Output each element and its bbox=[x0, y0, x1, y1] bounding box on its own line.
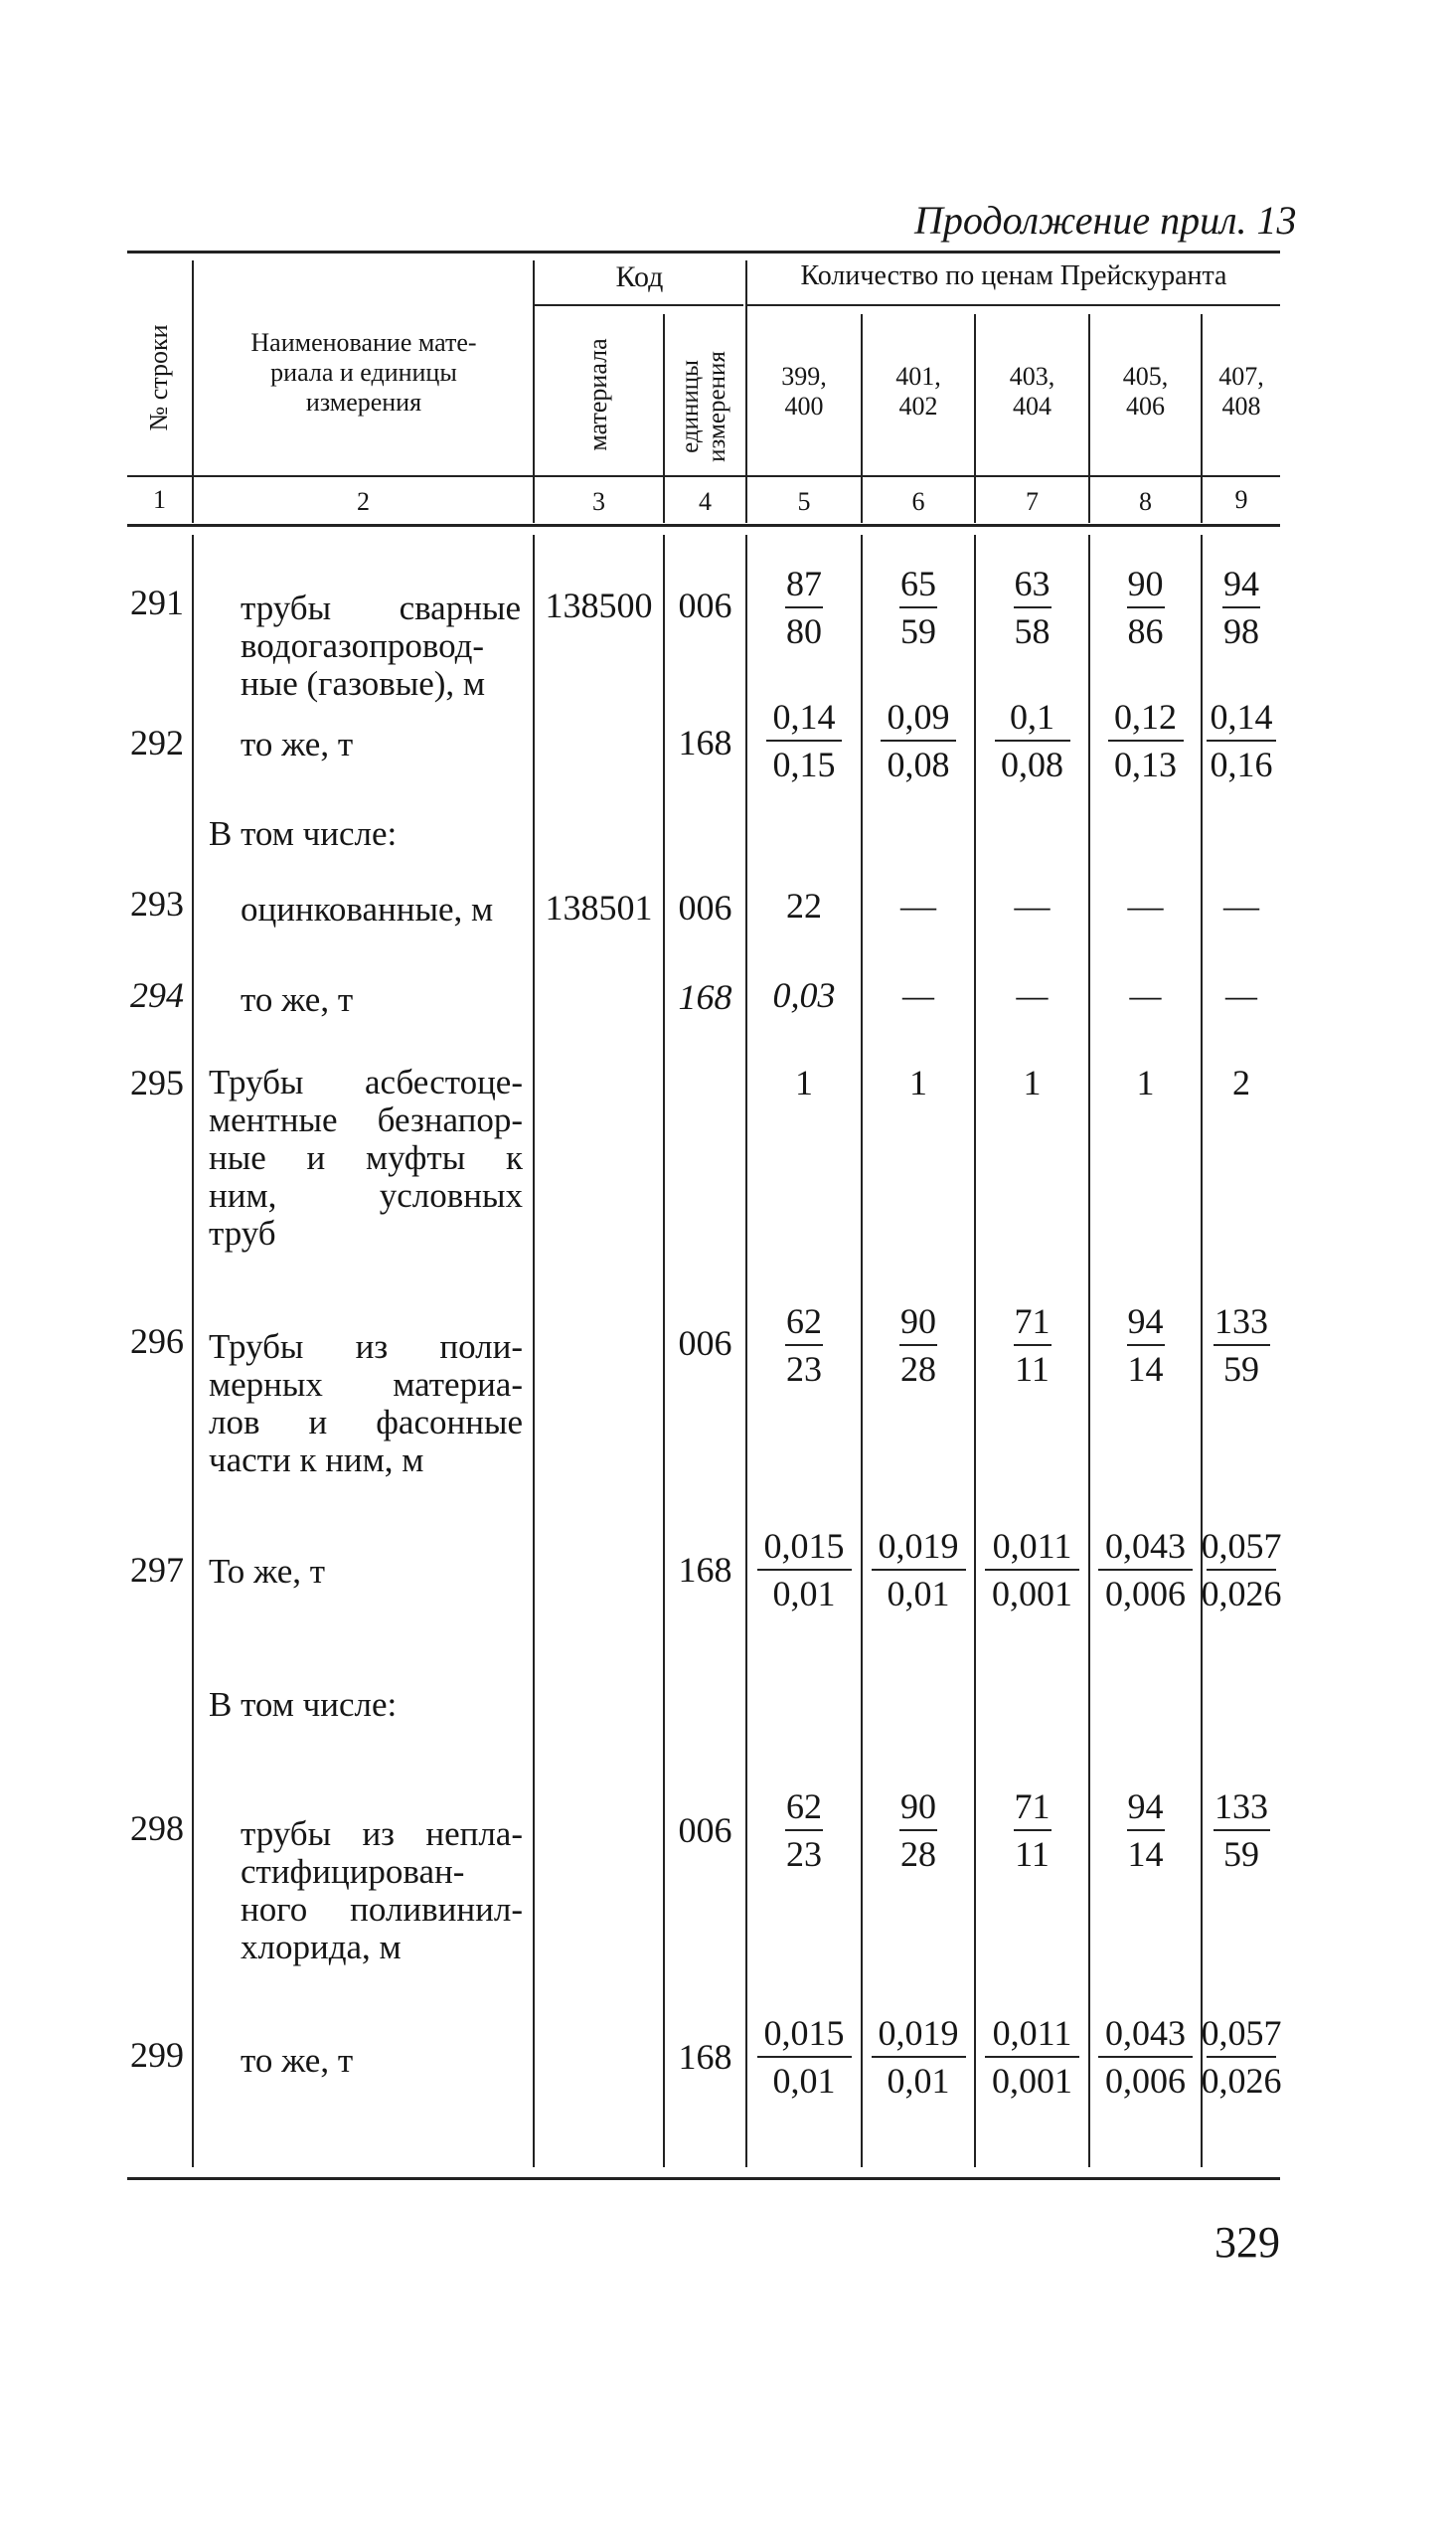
material-code: 138501 bbox=[545, 888, 653, 928]
denominator: 0,026 bbox=[1201, 2061, 1282, 2101]
denominator: 28 bbox=[900, 1349, 936, 1389]
header-name: Наименование мате- риала и единицы измерения bbox=[250, 328, 477, 417]
fraction-value bbox=[976, 1783, 1088, 1877]
numerator: 90 bbox=[900, 1301, 936, 1341]
single-value: 1 bbox=[1023, 1063, 1042, 1102]
numerator: 0,011 bbox=[992, 2013, 1072, 2053]
numerator: 0,09 bbox=[887, 697, 950, 737]
denominator: 58 bbox=[1014, 611, 1051, 651]
material-name: то же, т bbox=[241, 725, 354, 763]
denominator: 14 bbox=[1127, 1349, 1164, 1389]
single-value: 1 bbox=[795, 1063, 813, 1102]
code-group-rule bbox=[534, 304, 743, 306]
fraction-value bbox=[1203, 2010, 1280, 2104]
subgroup-label: В том числе: bbox=[209, 1685, 398, 1724]
numerator: 133 bbox=[1214, 1786, 1268, 1826]
unit-code: 168 bbox=[678, 2037, 732, 2077]
col-number: 6 bbox=[911, 487, 925, 516]
header-divider bbox=[192, 260, 194, 523]
denominator: 86 bbox=[1127, 611, 1164, 651]
unit-code: 168 bbox=[678, 723, 732, 762]
qty-group-rule bbox=[747, 304, 1280, 306]
col-number: 7 bbox=[1026, 487, 1039, 516]
unit-code: 168 bbox=[678, 977, 732, 1017]
fraction-value bbox=[863, 1783, 974, 1877]
denominator: 98 bbox=[1223, 611, 1259, 651]
denominator: 11 bbox=[1015, 1349, 1050, 1389]
denominator: 80 bbox=[786, 611, 822, 651]
single-value: 22 bbox=[786, 886, 822, 926]
denominator: 0,15 bbox=[772, 745, 836, 784]
table-top-rule bbox=[127, 251, 1280, 254]
page-number: 329 bbox=[1214, 2218, 1280, 2267]
material-name: трубы из непла- стифицирован- ного поливинил- хлорида, м bbox=[241, 1814, 523, 1966]
denominator: 0,026 bbox=[1201, 1574, 1282, 1613]
numerator: 62 bbox=[786, 1301, 822, 1341]
fraction-value bbox=[976, 1523, 1088, 1616]
numerator: 133 bbox=[1214, 1301, 1268, 1341]
header-qty-group: Количество по ценам Прейскуранта bbox=[800, 260, 1227, 291]
header-row-no: № строки bbox=[144, 324, 173, 431]
fraction-value bbox=[1203, 1298, 1280, 1392]
denominator: 23 bbox=[786, 1349, 822, 1389]
material-name: то же, т bbox=[241, 2041, 354, 2080]
single-value: — bbox=[1127, 886, 1164, 926]
row-number: 296 bbox=[130, 1321, 184, 1361]
fraction-value bbox=[747, 1783, 861, 1877]
material-name: оцинкованные, м bbox=[241, 890, 494, 929]
col-number: 4 bbox=[699, 487, 712, 516]
single-value: — bbox=[1016, 975, 1049, 1015]
material-name: то же, т bbox=[241, 980, 354, 1019]
row-number: 295 bbox=[130, 1063, 184, 1102]
fraction-value bbox=[1090, 1298, 1201, 1392]
header-price-col: 401, 402 bbox=[895, 362, 941, 421]
row-number: 299 bbox=[130, 2035, 184, 2075]
denominator: 0,08 bbox=[887, 745, 950, 784]
numerator: 71 bbox=[1014, 1786, 1051, 1826]
numerator: 0,043 bbox=[1105, 1526, 1186, 1566]
denominator: 0,01 bbox=[887, 2061, 950, 2101]
single-value: 1 bbox=[909, 1063, 927, 1102]
unit-code: 006 bbox=[678, 1323, 732, 1363]
denominator: 28 bbox=[900, 1834, 936, 1874]
numerator: 0,011 bbox=[992, 1526, 1072, 1566]
colnum-bottom-rule bbox=[127, 524, 1280, 527]
material-name: трубы сварные водогазопровод- ные (газовые), м bbox=[241, 589, 521, 703]
numerator: 63 bbox=[1014, 564, 1051, 603]
material-name: Трубы асбестоце- ментные безнапор- ные и муфты к ним, условных труб bbox=[209, 1063, 523, 1253]
fraction-value bbox=[1090, 561, 1201, 654]
single-value: — bbox=[1014, 886, 1051, 926]
continuation-title: Продолжение прил. 13 bbox=[914, 198, 1297, 243]
fraction-value bbox=[863, 561, 974, 654]
numerator: 0,015 bbox=[763, 2013, 845, 2053]
header-code-unit: единицы измерения bbox=[677, 351, 730, 462]
col-number: 9 bbox=[1234, 485, 1248, 514]
unit-code: 006 bbox=[678, 586, 732, 625]
fraction-value bbox=[1090, 2010, 1201, 2104]
row-number: 292 bbox=[130, 723, 184, 762]
header-price-col: 407, 408 bbox=[1218, 362, 1264, 421]
numerator: 0,057 bbox=[1201, 2013, 1282, 2053]
header-code-material: материала bbox=[583, 338, 612, 451]
subgroup-label: В том числе: bbox=[209, 814, 398, 853]
denominator: 0,006 bbox=[1105, 2061, 1186, 2101]
fraction-value bbox=[976, 694, 1088, 787]
denominator: 0,001 bbox=[992, 1574, 1072, 1613]
fraction-value bbox=[747, 1523, 861, 1616]
material-code: 138500 bbox=[545, 586, 653, 625]
denominator: 23 bbox=[786, 1834, 822, 1874]
single-value: — bbox=[901, 975, 934, 1015]
numerator: 87 bbox=[786, 564, 822, 603]
numerator: 94 bbox=[1223, 564, 1259, 603]
header-price-col: 399, 400 bbox=[781, 362, 827, 421]
denominator: 0,08 bbox=[1001, 745, 1063, 784]
fraction-value bbox=[747, 2010, 861, 2104]
fraction-value bbox=[747, 561, 861, 654]
material-name: То же, т bbox=[209, 1552, 326, 1591]
denominator: 0,01 bbox=[772, 2061, 836, 2101]
single-value: 2 bbox=[1232, 1063, 1250, 1102]
fraction-value bbox=[863, 694, 974, 787]
denominator: 11 bbox=[1015, 1834, 1050, 1874]
numerator: 0,1 bbox=[1010, 697, 1054, 737]
denominator: 59 bbox=[900, 611, 936, 651]
numerator: 94 bbox=[1127, 1301, 1164, 1341]
header-code-group: Код bbox=[615, 260, 664, 293]
numerator: 0,14 bbox=[1210, 697, 1273, 737]
numerator: 0,019 bbox=[878, 2013, 959, 2053]
fraction-value bbox=[747, 1298, 861, 1392]
denominator: 0,001 bbox=[992, 2061, 1072, 2101]
body-divider bbox=[533, 535, 535, 2167]
fraction-value bbox=[976, 1298, 1088, 1392]
col-number: 3 bbox=[592, 487, 605, 516]
denominator: 0,01 bbox=[887, 1574, 950, 1613]
row-number: 294 bbox=[130, 975, 184, 1015]
fraction-value bbox=[1203, 561, 1280, 654]
numerator: 0,043 bbox=[1105, 2013, 1186, 2053]
denominator: 14 bbox=[1127, 1834, 1164, 1874]
numerator: 62 bbox=[786, 1786, 822, 1826]
numerator: 0,14 bbox=[772, 697, 836, 737]
single-value: — bbox=[1223, 886, 1259, 926]
fraction-value bbox=[1203, 1783, 1280, 1877]
denominator: 0,16 bbox=[1210, 745, 1273, 784]
fraction-value bbox=[1090, 1783, 1201, 1877]
col-number: 5 bbox=[797, 487, 811, 516]
single-value: — bbox=[1129, 975, 1162, 1015]
table-bottom-rule bbox=[127, 2177, 1280, 2180]
row-number: 298 bbox=[130, 1808, 184, 1848]
numerator: 0,12 bbox=[1114, 697, 1177, 737]
row-number: 293 bbox=[130, 884, 184, 924]
fraction-value bbox=[1203, 1523, 1280, 1616]
fraction-value bbox=[863, 1298, 974, 1392]
material-name: Трубы из поли- мерных материа- лов и фасонные части к ним, м bbox=[209, 1327, 523, 1479]
header-price-col: 405, 406 bbox=[1122, 362, 1169, 421]
fraction-value bbox=[1203, 694, 1280, 787]
numerator: 71 bbox=[1014, 1301, 1051, 1341]
unit-code: 168 bbox=[678, 1550, 732, 1590]
header-price-col: 403, 404 bbox=[1009, 362, 1055, 421]
numerator: 0,057 bbox=[1201, 1526, 1282, 1566]
numerator: 90 bbox=[1127, 564, 1164, 603]
single-value: 0,03 bbox=[772, 975, 836, 1015]
denominator: 0,01 bbox=[772, 1574, 836, 1613]
col-number: 1 bbox=[153, 485, 166, 514]
fraction-value bbox=[976, 561, 1088, 654]
single-value: 1 bbox=[1136, 1063, 1155, 1102]
numerator: 65 bbox=[900, 564, 936, 603]
single-value: — bbox=[900, 886, 936, 926]
col-number: 8 bbox=[1139, 487, 1152, 516]
numerator: 0,015 bbox=[763, 1526, 845, 1566]
row-number: 291 bbox=[130, 583, 184, 622]
fraction-value bbox=[863, 1523, 974, 1616]
denominator: 59 bbox=[1223, 1834, 1259, 1874]
header-divider bbox=[533, 260, 535, 523]
fraction-value bbox=[747, 694, 861, 787]
row-number: 297 bbox=[130, 1550, 184, 1590]
fraction-value bbox=[976, 2010, 1088, 2104]
numerator: 90 bbox=[900, 1786, 936, 1826]
denominator: 59 bbox=[1223, 1349, 1259, 1389]
fraction-value bbox=[1090, 1523, 1201, 1616]
unit-code: 006 bbox=[678, 1810, 732, 1850]
fraction-value bbox=[863, 2010, 974, 2104]
fraction-value bbox=[1090, 694, 1201, 787]
denominator: 0,13 bbox=[1114, 745, 1177, 784]
denominator: 0,006 bbox=[1105, 1574, 1186, 1613]
single-value: — bbox=[1224, 975, 1257, 1015]
col-number: 2 bbox=[357, 487, 370, 516]
numerator: 0,019 bbox=[878, 1526, 959, 1566]
unit-code: 006 bbox=[678, 888, 732, 928]
numerator: 94 bbox=[1127, 1786, 1164, 1826]
